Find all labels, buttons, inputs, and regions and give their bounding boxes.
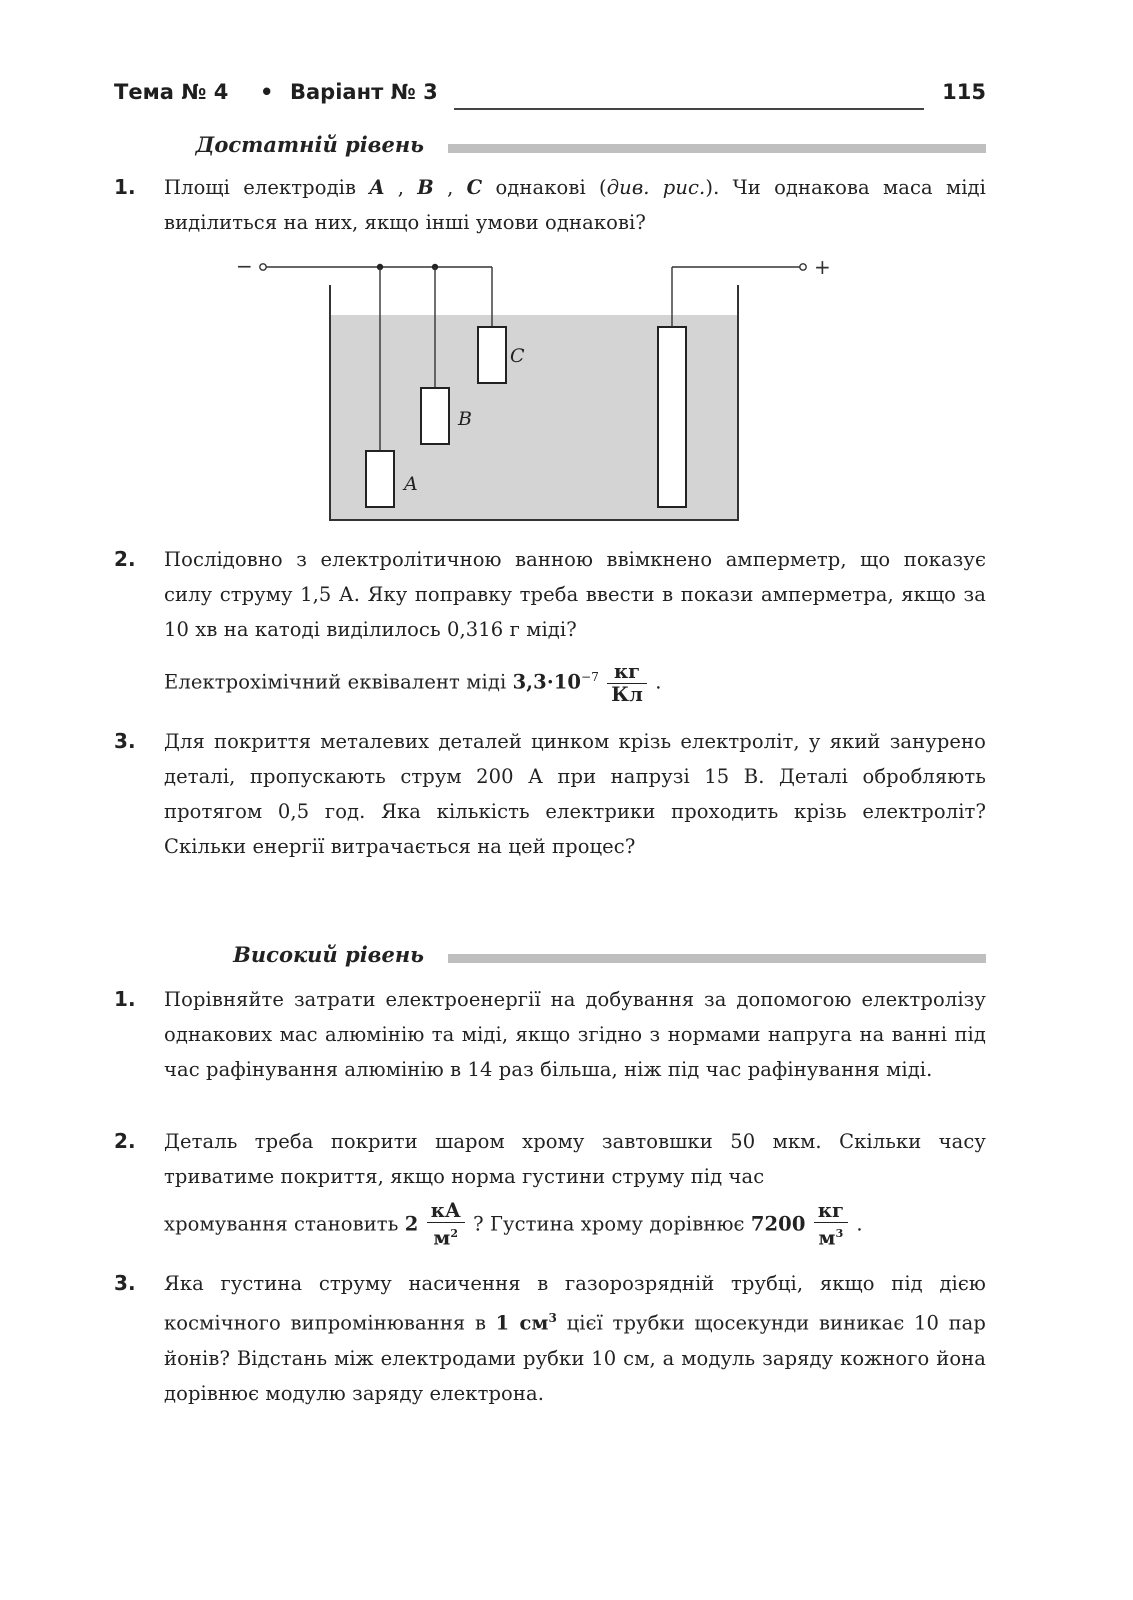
task-number: 2. (114, 1129, 136, 1153)
task-number: 3. (114, 1271, 136, 1295)
section-bar (448, 954, 986, 963)
label-b: B (458, 408, 472, 430)
high-level-heading (0, 942, 986, 972)
negative-terminal (260, 264, 266, 270)
sufficient-level-heading (0, 132, 986, 162)
electrode-a (366, 451, 394, 507)
sufficient-task-3 (114, 724, 986, 864)
header-rule (454, 108, 924, 110)
variant-label: Варіант № 3 (290, 80, 438, 104)
electrode-b (421, 388, 449, 444)
electrolysis-diagram (232, 255, 832, 535)
task-text: Яка густина струму насичення в газорозрядній трубці, якщо під дією космічного випромінювання в 1 $см^3$ цієї трубки щосекунди виникає 10 пар йонів? Відстань між електродами рубки 10 см, а модуль заряду кожного йона дорівнює модулю заряду електрона. (164, 1272, 986, 1405)
sufficient-task-1 (114, 170, 986, 240)
task-text: Послідовно з електролітичною ванною ввімкнено амперметр, що показує силу струму 1,5 А. Яку поправку треба ввести в покази амперметра, якщо за 10 хв на катоді виділилось 0,316 г міді? (164, 548, 986, 641)
task-number: 1. (114, 175, 136, 199)
task-equation: хромування становить 2 $\frac{кА}{м^2}$ ? Густина хрому дорівнює 7200 $\frac{кг}{м^3}$ . (164, 1199, 863, 1250)
task-text: Для покриття металевих деталей цинком крізь електроліт, у який занурено деталі, пропускають струм 200 А при напрузі 15 В. Деталі обробляють протягом 0,5 год. Яка кількість електрики проходить крізь електроліт? Скільки енергії витрачається на цей процес? (164, 730, 986, 858)
task-number: 2. (114, 547, 136, 571)
electrolysis-svg (232, 255, 832, 535)
high-task-3 (114, 1266, 986, 1411)
fraction-kg-per-c: $\frac{кг}{Кл}$ (607, 661, 647, 706)
header-separator: • (260, 80, 274, 104)
task-number: 1. (114, 987, 136, 1011)
task-text: Порівняйте затрати електроенергії на добування за допомогою електролізу однакових мас алюмінію та міді, якщо згідно з нормами напруга на ванні під час рафінування алюмінію в 14 раз більша, ніж під час рафінування міді. (164, 988, 986, 1081)
page-number: 115 (942, 80, 986, 104)
anode (658, 327, 686, 507)
sufficient-level-title: Достатній рівень (195, 132, 424, 157)
task-number: 3. (114, 729, 136, 753)
high-level-title: Високий рівень (233, 942, 424, 967)
sufficient-task-2 (114, 542, 986, 706)
positive-terminal (800, 264, 806, 270)
fraction-kg-per-m3: $\frac{кг}{м^3}$ (814, 1200, 848, 1250)
plus-sign: + (814, 255, 831, 279)
label-a: A (404, 473, 418, 495)
electrode-c (478, 327, 506, 383)
task-text: Деталь треба покрити шаром хрому завтовшки 50 мкм. Скільки часу триватиме покриття, якщо норма густини струму під час (164, 1130, 986, 1188)
task-text: Площі електродів A , B , C однакові (див. рис.). Чи однакова маса міді виділиться на них, якщо інші умови однакові? (164, 176, 986, 234)
page-header (114, 80, 986, 110)
section-bar (448, 144, 986, 153)
high-task-2 (114, 1124, 986, 1250)
topic-label: Тема № 4 (114, 80, 229, 104)
task-equation: Електрохімічний еквівалент міді $3,3\cdot 10^{-7}$ $\frac{кг}{Кл}$ . (164, 659, 662, 706)
high-task-1 (114, 982, 986, 1087)
fraction-ka-per-m2: $\frac{кА}{м^2}$ (427, 1200, 465, 1250)
label-c: C (510, 345, 525, 367)
minus-sign: − (236, 255, 253, 278)
